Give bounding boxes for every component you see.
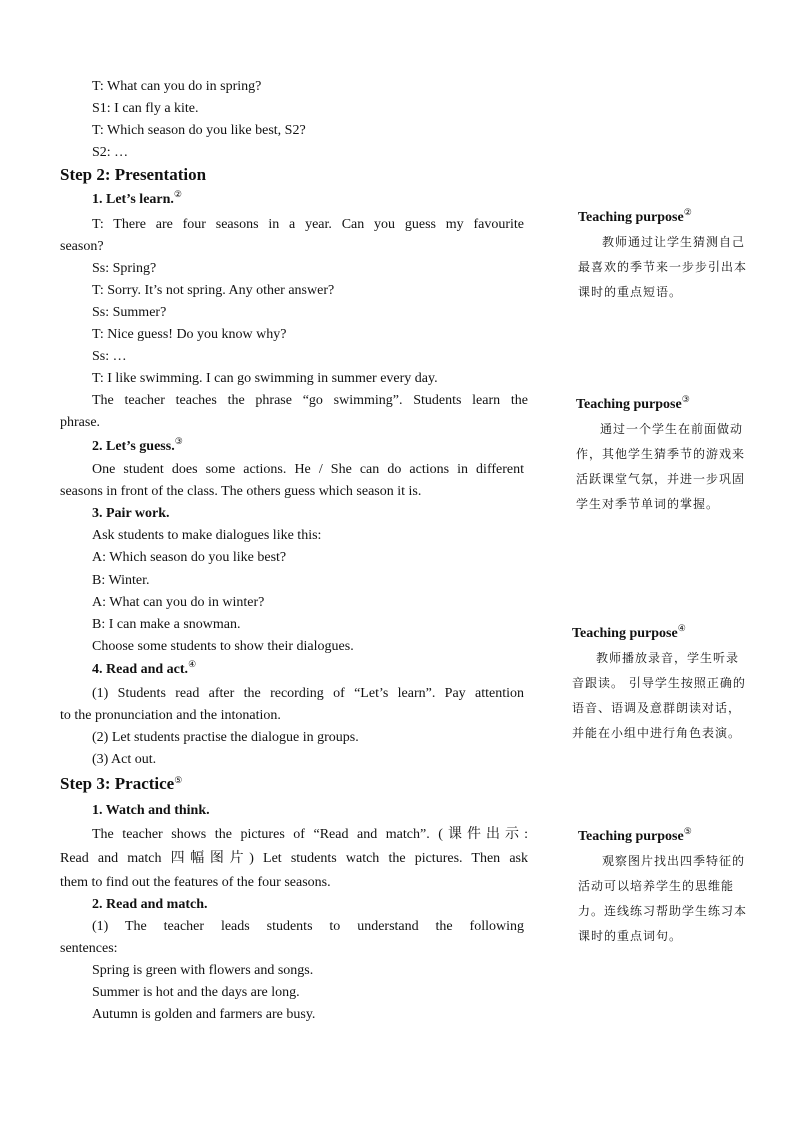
dialogue-line: S2: … <box>92 145 129 160</box>
section-heading-watch-and-think: 1. Watch and think. <box>92 803 210 818</box>
teaching-purpose-note <box>578 828 756 949</box>
paragraph-line: sentences: <box>60 941 118 956</box>
paragraph-line: One student does some actions. He / She can do actions in different <box>92 462 524 477</box>
dialogue-line: Ss: Summer? <box>92 305 167 320</box>
footnote-mark: ④ <box>677 623 686 633</box>
teaching-purpose-text: 教师播放录音，学生听录音跟读。 引导学生按照正确的语音、语调及意群朗读对话，并能在小组中进行角色表演。 <box>572 651 746 740</box>
footnote-mark: ③ <box>681 394 690 404</box>
paragraph-line: (1) Students read after the recording of “Let’s learn”. Pay attention <box>92 686 524 701</box>
paragraph-line: phrase. <box>60 415 101 430</box>
teaching-purpose-title: Teaching purpose② <box>578 207 692 225</box>
footnote-mark: ② <box>173 189 182 199</box>
paragraph-line: (1) The teacher leads students to understand the following <box>92 919 524 934</box>
paragraph-line: to the pronunciation and the intonation. <box>60 708 281 723</box>
paragraph-line: Ask students to make dialogues like this: <box>92 528 322 543</box>
dialogue-line: Ss: … <box>92 349 127 364</box>
example-sentence: Spring is green with flowers and songs. <box>92 963 314 978</box>
dialogue-line: Ss: Spring? <box>92 261 157 276</box>
step3-heading: Step 3: Practice⑤ <box>60 774 183 793</box>
dialogue-line: T: What can you do in spring? <box>92 79 262 94</box>
paragraph-line: (2) Let students practise the dialogue in groups. <box>92 730 359 745</box>
paragraph-line: seasons in front of the class. The others guess which season it is. <box>60 484 422 499</box>
teaching-purpose-text: 观察图片找出四季特征的活动可以培养学生的思维能力。连线练习帮助学生练习本课时的重点词句。 <box>578 854 748 943</box>
example-sentence: Autumn is golden and farmers are busy. <box>92 1007 316 1022</box>
teaching-purpose-note <box>576 396 754 517</box>
step2-heading: Step 2: Presentation <box>60 165 207 184</box>
footnote-mark: ④ <box>188 659 197 669</box>
footnote-mark: ⑤ <box>683 826 692 836</box>
paragraph-line: Read and match 四幅图片) Let students watch the pictures. Then ask <box>60 851 528 866</box>
paragraph-line: season? <box>60 239 104 254</box>
teaching-purpose-text: 教师通过让学生猜测自己最喜欢的季节来一步步引出本课时的重点短语。 <box>578 235 748 299</box>
teaching-purpose-title: Teaching purpose④ <box>572 623 686 641</box>
dialogue-line: T: Which season do you like best, S2? <box>92 123 306 138</box>
dialogue-line: T: Sorry. It’s not spring. Any other answer? <box>92 283 335 298</box>
teaching-purpose-title: Teaching purpose⑤ <box>578 826 692 844</box>
paragraph-line: Choose some students to show their dialogues. <box>92 639 354 654</box>
paragraph-line: The teacher teaches the phrase “go swimming”. Students learn the <box>92 393 528 408</box>
section-heading-pair-work: 3. Pair work. <box>92 506 170 521</box>
dialogue-line: T: I like swimming. I can go swimming in summer every day. <box>92 371 438 386</box>
footnote-mark: ③ <box>174 436 183 446</box>
paragraph-line: them to find out the features of the four seasons. <box>60 875 331 890</box>
paragraph-line: The teacher shows the pictures of “Read and match”. (课件出示: <box>92 827 528 842</box>
paragraph-line: T: There are four seasons in a year. Can you guess my favourite <box>92 217 524 232</box>
teaching-purpose-title: Teaching purpose③ <box>576 394 690 412</box>
dialogue-line: A: Which season do you like best? <box>92 550 287 565</box>
dialogue-line: B: Winter. <box>92 573 150 588</box>
dialogue-line: A: What can you do in winter? <box>92 595 265 610</box>
teaching-purpose-note <box>572 625 750 746</box>
section-heading-lets-learn: 1. Let’s learn.② <box>92 189 182 207</box>
footnote-mark: ② <box>683 207 692 217</box>
section-heading-read-and-match: 2. Read and match. <box>92 897 208 912</box>
paragraph-line: (3) Act out. <box>92 752 157 767</box>
section-heading-read-and-act: 4. Read and act.④ <box>92 659 197 677</box>
section-heading-lets-guess: 2. Let’s guess.③ <box>92 436 183 454</box>
dialogue-line: T: Nice guess! Do you know why? <box>92 327 287 342</box>
example-sentence: Summer is hot and the days are long. <box>92 985 300 1000</box>
footnote-mark: ⑤ <box>174 775 183 785</box>
teaching-purpose-note <box>578 209 756 305</box>
teaching-purpose-text: 通过一个学生在前面做动作，其他学生猜季节的游戏来活跃课堂气氛，并进一步巩固学生对季节单词的掌握。 <box>576 422 746 511</box>
dialogue-line: B: I can make a snowman. <box>92 617 241 632</box>
dialogue-line: S1: I can fly a kite. <box>92 101 199 116</box>
